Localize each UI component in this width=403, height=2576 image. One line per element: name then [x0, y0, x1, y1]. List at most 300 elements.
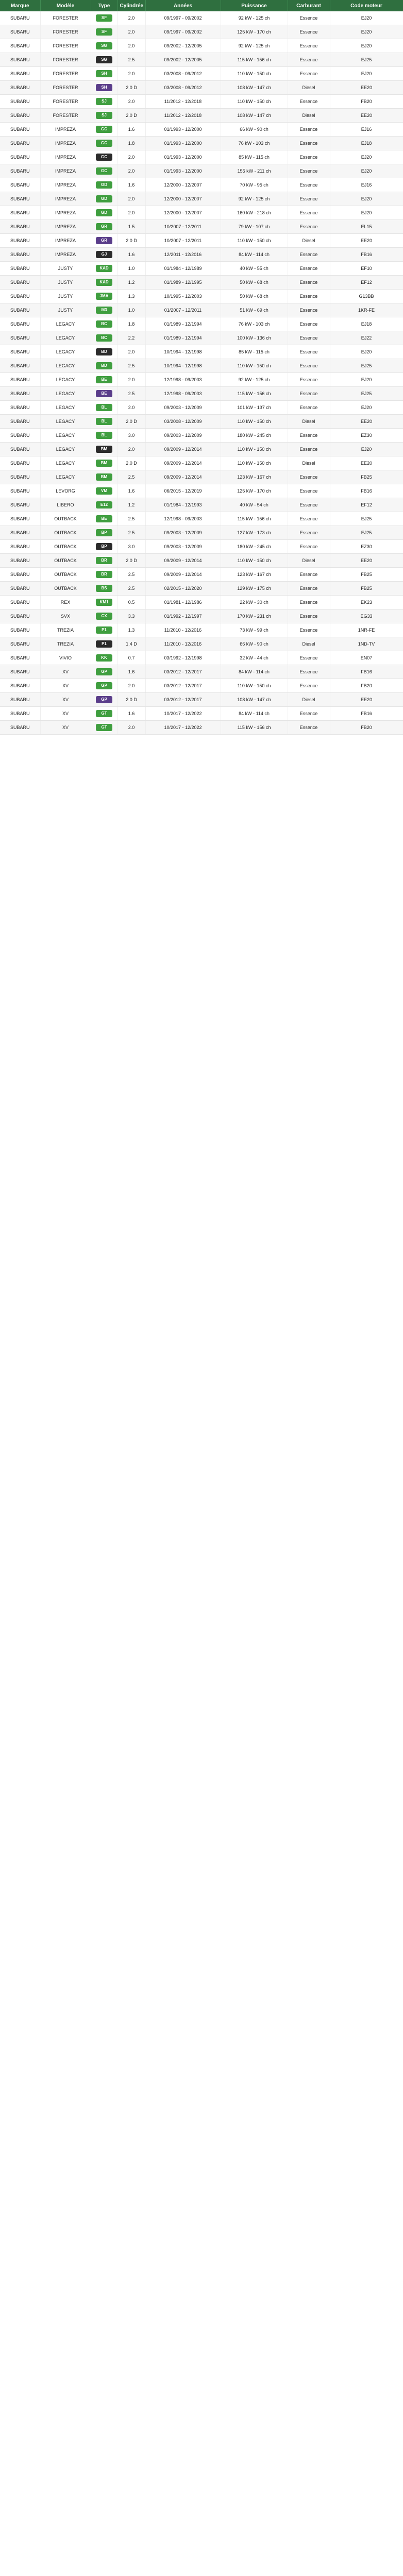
- table-cell: [91, 540, 117, 554]
- table-cell: EF12: [330, 276, 403, 290]
- table-cell: 2.2: [117, 331, 145, 345]
- table-cell: 1.2: [117, 276, 145, 290]
- type-badge: SH: [96, 84, 112, 91]
- table-cell: 1.5: [117, 220, 145, 234]
- table-cell: EE20: [330, 456, 403, 470]
- table-cell: EJ20: [330, 39, 403, 53]
- table-cell: EJ25: [330, 53, 403, 67]
- table-cell: IMPREZA: [40, 137, 91, 150]
- table-cell: 66 kW - 90 ch: [221, 123, 288, 137]
- table-cell: FB20: [330, 95, 403, 109]
- table-cell: 02/2015 - 12/2020: [145, 582, 221, 596]
- table-cell: FB25: [330, 582, 403, 596]
- type-badge: KAD: [96, 265, 112, 272]
- table-cell: TREZIA: [40, 637, 91, 651]
- table-cell: 09/2002 - 12/2005: [145, 53, 221, 67]
- type-badge: BC: [96, 334, 112, 342]
- table-cell: SUBARU: [0, 721, 40, 735]
- table-cell: SUBARU: [0, 11, 40, 25]
- type-badge: GP: [96, 682, 112, 689]
- table-cell: 09/2003 - 12/2009: [145, 540, 221, 554]
- table-cell: SUBARU: [0, 526, 40, 540]
- table-row: [0, 262, 403, 276]
- table-cell: EJ20: [330, 164, 403, 178]
- table-row: [0, 609, 403, 623]
- table-cell: SUBARU: [0, 109, 40, 123]
- table-cell: SUBARU: [0, 415, 40, 429]
- table-cell: [91, 429, 117, 443]
- table-cell: 11/2010 - 12/2016: [145, 637, 221, 651]
- table-cell: 01/1989 - 12/1994: [145, 331, 221, 345]
- table-cell: [91, 693, 117, 707]
- type-badge: BL: [96, 432, 112, 439]
- table-cell: [91, 220, 117, 234]
- table-cell: IMPREZA: [40, 178, 91, 192]
- table-cell: SUBARU: [0, 248, 40, 262]
- table-cell: SUBARU: [0, 53, 40, 67]
- table-row: [0, 693, 403, 707]
- table-cell: 2.0: [117, 164, 145, 178]
- table-cell: 12/2000 - 12/2007: [145, 206, 221, 220]
- table-cell: 1.6: [117, 484, 145, 498]
- table-cell: 92 kW - 125 ch: [221, 192, 288, 206]
- table-cell: Essence: [288, 568, 330, 582]
- table-cell: 01/1981 - 12/1986: [145, 596, 221, 609]
- table-cell: 1.6: [117, 123, 145, 137]
- table-cell: 108 kW - 147 ch: [221, 693, 288, 707]
- table-cell: 3.3: [117, 609, 145, 623]
- table-row: [0, 707, 403, 721]
- table-cell: 01/1993 - 12/2000: [145, 137, 221, 150]
- table-row: [0, 651, 403, 665]
- table-cell: SUBARU: [0, 651, 40, 665]
- table-cell: EJ20: [330, 67, 403, 81]
- table-cell: IMPREZA: [40, 150, 91, 164]
- type-badge: GJ: [96, 251, 112, 258]
- table-row: [0, 331, 403, 345]
- table-row: [0, 109, 403, 123]
- table-cell: IMPREZA: [40, 248, 91, 262]
- table-cell: Essence: [288, 206, 330, 220]
- table-cell: 01/1989 - 12/1994: [145, 317, 221, 331]
- table-cell: SUBARU: [0, 220, 40, 234]
- table-cell: 2.5: [117, 470, 145, 484]
- table-cell: SUBARU: [0, 401, 40, 415]
- table-cell: 10/1994 - 12/1998: [145, 345, 221, 359]
- table-cell: FORESTER: [40, 95, 91, 109]
- table-cell: [91, 303, 117, 317]
- type-badge: BS: [96, 585, 112, 592]
- table-cell: SUBARU: [0, 123, 40, 137]
- table-body: [0, 11, 403, 735]
- column-header: Puissance: [221, 0, 288, 11]
- type-badge: GC: [96, 126, 112, 133]
- table-cell: 108 kW - 147 ch: [221, 109, 288, 123]
- table-cell: SUBARU: [0, 596, 40, 609]
- table-cell: Essence: [288, 665, 330, 679]
- table-cell: SUBARU: [0, 150, 40, 164]
- table-cell: [91, 192, 117, 206]
- table-cell: Essence: [288, 290, 330, 303]
- table-cell: LEGACY: [40, 331, 91, 345]
- table-cell: Essence: [288, 526, 330, 540]
- table-cell: 2.5: [117, 568, 145, 582]
- table-cell: Essence: [288, 178, 330, 192]
- table-cell: Diesel: [288, 637, 330, 651]
- table-row: [0, 137, 403, 150]
- table-cell: 06/2015 - 12/2019: [145, 484, 221, 498]
- table-cell: SUBARU: [0, 164, 40, 178]
- table-cell: XV: [40, 665, 91, 679]
- table-cell: 01/1989 - 12/1995: [145, 276, 221, 290]
- type-badge: GD: [96, 181, 112, 189]
- table-cell: 10/1995 - 12/2003: [145, 290, 221, 303]
- type-badge: KAD: [96, 279, 112, 286]
- table-cell: 2.0: [117, 39, 145, 53]
- table-cell: 2.5: [117, 387, 145, 401]
- table-cell: 108 kW - 147 ch: [221, 81, 288, 95]
- table-cell: XV: [40, 679, 91, 693]
- table-cell: [91, 67, 117, 81]
- table-cell: OUTBACK: [40, 554, 91, 568]
- table-cell: SUBARU: [0, 331, 40, 345]
- table-row: [0, 25, 403, 39]
- table-cell: JUSTY: [40, 262, 91, 276]
- table-cell: 2.0: [117, 95, 145, 109]
- table-cell: EK23: [330, 596, 403, 609]
- table-cell: SUBARU: [0, 81, 40, 95]
- table-cell: 40 kW - 55 ch: [221, 262, 288, 276]
- table-cell: 12/2000 - 12/2007: [145, 192, 221, 206]
- table-cell: [91, 679, 117, 693]
- table-cell: VIVIO: [40, 651, 91, 665]
- table-cell: 123 kW - 167 ch: [221, 568, 288, 582]
- table-row: [0, 178, 403, 192]
- table-cell: Essence: [288, 67, 330, 81]
- table-row: [0, 81, 403, 95]
- type-badge: BD: [96, 348, 112, 355]
- table-cell: JUSTY: [40, 276, 91, 290]
- table-cell: EF12: [330, 498, 403, 512]
- table-cell: SUBARU: [0, 484, 40, 498]
- table-cell: Diesel: [288, 456, 330, 470]
- table-cell: Essence: [288, 331, 330, 345]
- table-cell: 2.0: [117, 373, 145, 387]
- table-cell: [91, 123, 117, 137]
- table-cell: [91, 137, 117, 150]
- table-cell: 12/2011 - 12/2016: [145, 248, 221, 262]
- table-row: [0, 290, 403, 303]
- table-row: [0, 11, 403, 25]
- table-cell: 11/2010 - 12/2016: [145, 623, 221, 637]
- table-cell: IMPREZA: [40, 164, 91, 178]
- table-row: [0, 623, 403, 637]
- table-cell: FORESTER: [40, 81, 91, 95]
- table-cell: Essence: [288, 540, 330, 554]
- table-cell: [91, 11, 117, 25]
- table-cell: 09/1997 - 09/2002: [145, 11, 221, 25]
- table-cell: XV: [40, 721, 91, 735]
- table-cell: LEGACY: [40, 345, 91, 359]
- type-badge: SH: [96, 70, 112, 77]
- table-cell: Essence: [288, 609, 330, 623]
- table-cell: SUBARU: [0, 373, 40, 387]
- table-cell: EL15: [330, 220, 403, 234]
- table-cell: 2.0 D: [117, 456, 145, 470]
- table-cell: Essence: [288, 39, 330, 53]
- table-cell: 127 kW - 173 ch: [221, 526, 288, 540]
- column-header: Cylindrée: [117, 0, 145, 11]
- table-cell: Essence: [288, 512, 330, 526]
- type-badge: BL: [96, 404, 112, 411]
- table-cell: 3.0: [117, 540, 145, 554]
- table-cell: 10/1994 - 12/1998: [145, 359, 221, 373]
- table-cell: Essence: [288, 373, 330, 387]
- type-badge: GR: [96, 223, 112, 230]
- table-cell: [91, 554, 117, 568]
- table-cell: EZ30: [330, 429, 403, 443]
- table-cell: 10/2017 - 12/2022: [145, 707, 221, 721]
- table-cell: SUBARU: [0, 39, 40, 53]
- table-cell: EJ22: [330, 331, 403, 345]
- type-badge: BM: [96, 473, 112, 481]
- table-cell: [91, 568, 117, 582]
- table-cell: 11/2012 - 12/2018: [145, 109, 221, 123]
- table-cell: 84 kW - 114 ch: [221, 707, 288, 721]
- table-cell: 1NR-FE: [330, 623, 403, 637]
- table-cell: EG33: [330, 609, 403, 623]
- table-cell: [91, 81, 117, 95]
- table-cell: 2.0: [117, 443, 145, 456]
- table-cell: 10/2007 - 12/2011: [145, 234, 221, 248]
- table-cell: [91, 415, 117, 429]
- table-cell: 110 kW - 150 ch: [221, 415, 288, 429]
- table-cell: EJ20: [330, 443, 403, 456]
- table-cell: 76 kW - 103 ch: [221, 137, 288, 150]
- table-cell: SUBARU: [0, 95, 40, 109]
- type-badge: GD: [96, 209, 112, 216]
- table-cell: 2.0: [117, 67, 145, 81]
- table-cell: 1ND-TV: [330, 637, 403, 651]
- table-cell: 110 kW - 150 ch: [221, 443, 288, 456]
- table-cell: SUBARU: [0, 637, 40, 651]
- type-badge: BR: [96, 557, 112, 564]
- table-cell: 110 kW - 150 ch: [221, 359, 288, 373]
- table-cell: EJ25: [330, 526, 403, 540]
- table-cell: 70 kW - 95 ch: [221, 178, 288, 192]
- table-cell: EE20: [330, 109, 403, 123]
- table-cell: 2.0: [117, 401, 145, 415]
- table-cell: 92 kW - 125 ch: [221, 373, 288, 387]
- table-cell: EJ20: [330, 25, 403, 39]
- table-cell: FORESTER: [40, 39, 91, 53]
- table-cell: JUSTY: [40, 303, 91, 317]
- table-cell: 115 kW - 156 ch: [221, 53, 288, 67]
- table-cell: EJ25: [330, 387, 403, 401]
- table-cell: 03/2008 - 09/2012: [145, 67, 221, 81]
- table-cell: Diesel: [288, 693, 330, 707]
- type-badge: JMA: [96, 293, 112, 300]
- table-cell: Diesel: [288, 554, 330, 568]
- table-row: [0, 512, 403, 526]
- table-cell: 51 kW - 69 ch: [221, 303, 288, 317]
- table-row: [0, 415, 403, 429]
- table-row: [0, 248, 403, 262]
- type-badge: GT: [96, 710, 112, 717]
- table-cell: 1.6: [117, 665, 145, 679]
- table-row: [0, 456, 403, 470]
- table-cell: 85 kW - 115 ch: [221, 150, 288, 164]
- table-cell: Essence: [288, 192, 330, 206]
- table-cell: 125 kW - 170 ch: [221, 25, 288, 39]
- table-cell: SUBARU: [0, 609, 40, 623]
- table-cell: 2.0: [117, 721, 145, 735]
- table-cell: LEGACY: [40, 456, 91, 470]
- table-cell: 12/1998 - 09/2003: [145, 512, 221, 526]
- table-row: [0, 95, 403, 109]
- table-cell: 180 kW - 245 ch: [221, 429, 288, 443]
- table-cell: [91, 470, 117, 484]
- table-cell: LEGACY: [40, 401, 91, 415]
- table-cell: EJ20: [330, 206, 403, 220]
- table-cell: Essence: [288, 150, 330, 164]
- table-cell: 2.0: [117, 206, 145, 220]
- table-cell: FORESTER: [40, 25, 91, 39]
- table-cell: 2.5: [117, 512, 145, 526]
- table-cell: Essence: [288, 137, 330, 150]
- compatibility-table: [0, 0, 403, 735]
- table-cell: 1.6: [117, 707, 145, 721]
- table-cell: 125 kW - 170 ch: [221, 484, 288, 498]
- table-cell: OUTBACK: [40, 540, 91, 554]
- table-cell: 09/2009 - 12/2014: [145, 568, 221, 582]
- type-badge: P1: [96, 626, 112, 634]
- table-cell: SUBARU: [0, 262, 40, 276]
- table-cell: 11/2012 - 12/2018: [145, 95, 221, 109]
- table-cell: SUBARU: [0, 345, 40, 359]
- table-cell: 32 kW - 44 ch: [221, 651, 288, 665]
- table-cell: [91, 582, 117, 596]
- table-cell: 09/2002 - 12/2005: [145, 39, 221, 53]
- table-cell: 40 kW - 54 ch: [221, 498, 288, 512]
- table-cell: EE20: [330, 234, 403, 248]
- table-cell: [91, 234, 117, 248]
- table-cell: 2.0 D: [117, 234, 145, 248]
- table-cell: Essence: [288, 623, 330, 637]
- table-row: [0, 484, 403, 498]
- table-cell: 2.5: [117, 53, 145, 67]
- table-row: [0, 206, 403, 220]
- type-badge: E12: [96, 501, 112, 509]
- table-cell: 110 kW - 150 ch: [221, 234, 288, 248]
- table-cell: 92 kW - 125 ch: [221, 11, 288, 25]
- header-row: [0, 0, 403, 11]
- table-row: [0, 554, 403, 568]
- table-cell: SUBARU: [0, 317, 40, 331]
- table-cell: 09/2009 - 12/2014: [145, 443, 221, 456]
- table-cell: 66 kW - 90 ch: [221, 637, 288, 651]
- table-cell: Essence: [288, 582, 330, 596]
- table-cell: OUTBACK: [40, 582, 91, 596]
- table-cell: 09/2009 - 12/2014: [145, 554, 221, 568]
- table-cell: 2.0: [117, 11, 145, 25]
- table-cell: [91, 512, 117, 526]
- table-cell: Essence: [288, 11, 330, 25]
- type-badge: SG: [96, 42, 112, 49]
- table-cell: XV: [40, 707, 91, 721]
- table-cell: SUBARU: [0, 276, 40, 290]
- table-cell: Essence: [288, 276, 330, 290]
- type-badge: BL: [96, 418, 112, 425]
- table-cell: [91, 387, 117, 401]
- type-badge: SJ: [96, 98, 112, 105]
- table-cell: EJ20: [330, 150, 403, 164]
- table-cell: LEGACY: [40, 387, 91, 401]
- table-cell: [91, 443, 117, 456]
- table-cell: FORESTER: [40, 109, 91, 123]
- table-cell: SUBARU: [0, 137, 40, 150]
- table-cell: [91, 721, 117, 735]
- table-cell: 123 kW - 167 ch: [221, 470, 288, 484]
- table-cell: OUTBACK: [40, 568, 91, 582]
- table-cell: 129 kW - 175 ch: [221, 582, 288, 596]
- column-header: Type: [91, 0, 117, 11]
- table-cell: FB16: [330, 484, 403, 498]
- table-cell: EJ25: [330, 512, 403, 526]
- table-cell: EJ20: [330, 401, 403, 415]
- table-cell: SUBARU: [0, 679, 40, 693]
- table-cell: Essence: [288, 303, 330, 317]
- type-badge: BE: [96, 515, 112, 522]
- table-cell: [91, 637, 117, 651]
- table-cell: 92 kW - 125 ch: [221, 39, 288, 53]
- table-cell: Essence: [288, 164, 330, 178]
- table-cell: IMPREZA: [40, 192, 91, 206]
- table-cell: 03/2012 - 12/2017: [145, 679, 221, 693]
- table-row: [0, 123, 403, 137]
- table-cell: [91, 150, 117, 164]
- table-cell: 03/2008 - 12/2009: [145, 415, 221, 429]
- table-cell: 0.7: [117, 651, 145, 665]
- table-cell: FB20: [330, 679, 403, 693]
- table-cell: SUBARU: [0, 67, 40, 81]
- table-cell: 01/2007 - 12/2011: [145, 303, 221, 317]
- table-cell: 2.0: [117, 25, 145, 39]
- table-row: [0, 67, 403, 81]
- table-row: [0, 317, 403, 331]
- table-cell: Essence: [288, 248, 330, 262]
- table-cell: OUTBACK: [40, 526, 91, 540]
- table-cell: SUBARU: [0, 568, 40, 582]
- table-cell: LEGACY: [40, 470, 91, 484]
- column-header: Marque: [0, 0, 40, 11]
- table-cell: SUBARU: [0, 456, 40, 470]
- column-header: Carburant: [288, 0, 330, 11]
- table-cell: Essence: [288, 345, 330, 359]
- table-cell: 2.5: [117, 359, 145, 373]
- table-cell: 1.0: [117, 262, 145, 276]
- table-cell: [91, 484, 117, 498]
- table-row: [0, 220, 403, 234]
- table-cell: SUBARU: [0, 387, 40, 401]
- table-cell: LEGACY: [40, 359, 91, 373]
- table-cell: SUBARU: [0, 443, 40, 456]
- table-cell: 101 kW - 137 ch: [221, 401, 288, 415]
- table-cell: Essence: [288, 707, 330, 721]
- table-cell: Essence: [288, 262, 330, 276]
- table-cell: 115 kW - 156 ch: [221, 721, 288, 735]
- table-cell: EJ16: [330, 123, 403, 137]
